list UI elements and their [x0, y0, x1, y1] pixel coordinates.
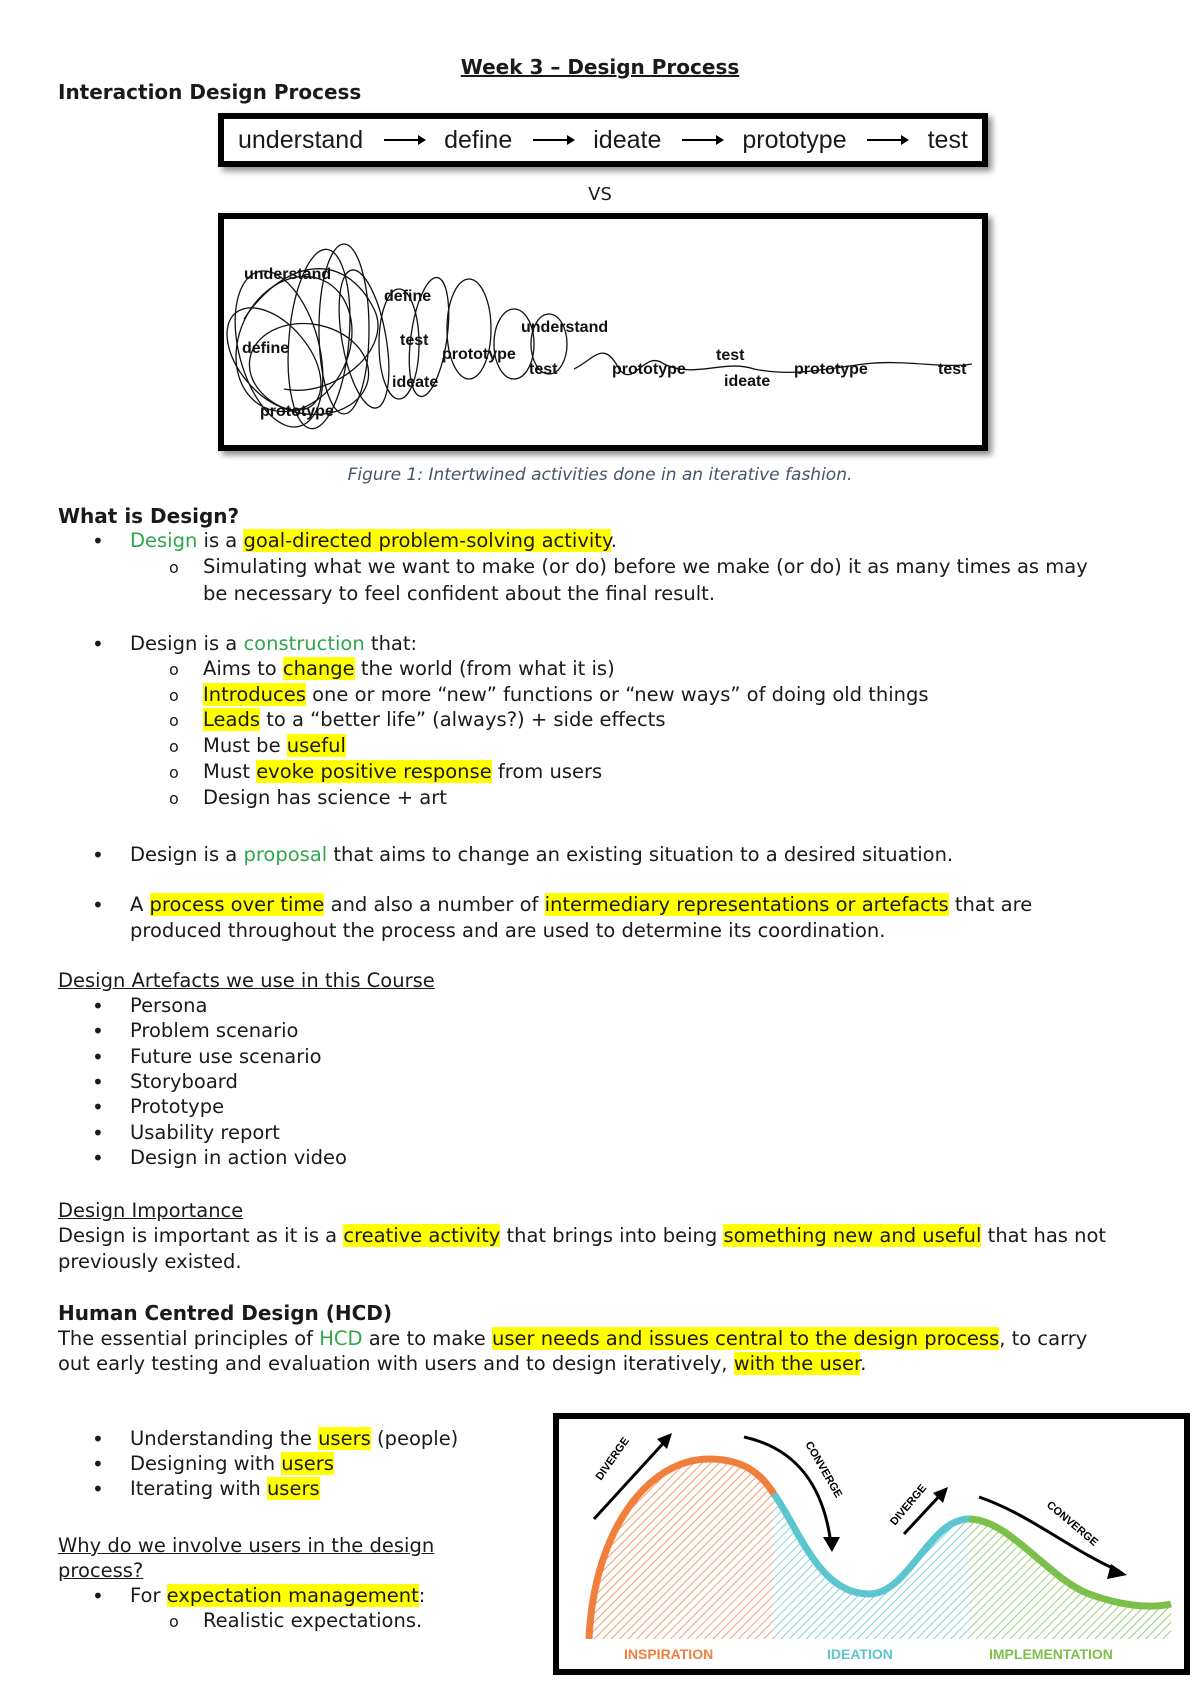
text: Understanding the — [130, 1427, 319, 1450]
arrow-right-icon — [682, 139, 722, 141]
scribble-label-ideate: ideate — [392, 374, 439, 391]
term-design: Design — [130, 529, 198, 552]
phase-label-inspiration: INSPIRATION — [624, 1646, 714, 1662]
diagram-svg — [559, 1419, 1184, 1669]
text: Design has science + art — [203, 786, 447, 809]
highlight: Leads — [203, 708, 261, 731]
scribble-label-ideate-2: ideate — [724, 373, 771, 390]
sub-list-item: o Simulating what we want to make (or do) before we make (or do) it as many times as may — [203, 555, 1088, 578]
section-heading-interaction-design: Interaction Design Process — [58, 80, 362, 104]
label-converge-2: CONVERGE — [1044, 1499, 1101, 1549]
page-title: Week 3 – Design Process — [460, 55, 740, 79]
sub-list-item — [203, 786, 447, 809]
highlight: expectation management — [166, 1584, 419, 1607]
scribble-label-understand-2: understand — [521, 319, 609, 336]
text: (people) — [370, 1427, 459, 1450]
iterative-process-box — [218, 213, 988, 451]
section-heading-artefacts: Design Artefacts we use in this Course — [58, 969, 435, 992]
hcd-paragraph-line1 — [58, 1327, 1087, 1350]
scribble-label-test-3: test — [716, 347, 745, 364]
list-item — [130, 893, 1032, 916]
implementation-area — [969, 1519, 1171, 1639]
text: that has not — [981, 1224, 1107, 1247]
text: Must be — [203, 734, 287, 757]
term-hcd: HCD — [319, 1327, 363, 1350]
text: that: — [364, 632, 418, 655]
highlight: something new and useful — [723, 1224, 982, 1247]
text: Design is a — [130, 632, 244, 655]
linear-process-box — [218, 113, 988, 167]
list-item — [130, 632, 417, 655]
importance-paragraph-line2: previously existed. — [58, 1250, 242, 1273]
text: . — [860, 1352, 867, 1375]
list-item — [130, 843, 953, 866]
text: is a — [197, 529, 244, 552]
arrow-right-icon — [384, 139, 424, 141]
text: . — [610, 529, 617, 552]
highlight: Introduces — [203, 683, 306, 706]
label-diverge-2: DIVERGE — [888, 1482, 930, 1528]
scribble-label-test: test — [400, 332, 429, 349]
text: are to make — [362, 1327, 492, 1350]
text: out early testing and evaluation with users and to design iteratively, — [58, 1352, 734, 1375]
artefact-list-item: • Prototype — [130, 1095, 224, 1118]
scribble-label-prototype-3: prototype — [612, 361, 686, 378]
text: Design is important as it is a — [58, 1224, 344, 1247]
highlight: user needs and issues central to the design process — [491, 1327, 1000, 1350]
arrow-right-icon — [533, 139, 573, 141]
artefact-list-item: • Persona — [130, 994, 207, 1017]
artefact-list-item: • Design in action video — [130, 1146, 347, 1169]
hcd-paragraph-line2 — [58, 1352, 866, 1375]
text: Iterating with — [130, 1477, 267, 1500]
text: that aims to change an existing situation to a desired situation. — [327, 843, 954, 866]
text: to a “better life” (always?) + side effects — [260, 708, 666, 731]
highlight: evoke positive response — [256, 760, 492, 783]
text: A — [130, 893, 150, 916]
flow-step-ideate: ideate — [593, 125, 662, 154]
scribble-label-prototype-2: prototype — [442, 346, 516, 363]
text: , to carry — [999, 1327, 1088, 1350]
text: Aims to — [203, 657, 283, 680]
sub-list-item — [203, 683, 929, 706]
scribble-label-test-2: test — [529, 361, 558, 378]
text: Designing with — [130, 1452, 282, 1475]
text: that are — [948, 893, 1033, 916]
scribble-label-define: define — [384, 288, 432, 305]
text: one or more “new” functions or “new ways” of doing old things — [305, 683, 929, 706]
text: For — [130, 1584, 167, 1607]
highlight: change — [282, 657, 355, 680]
term-construction: construction — [243, 632, 365, 655]
list-item-cont: produced throughout the process and are used to determine its coordination. — [130, 919, 886, 942]
highlight: process over time — [149, 893, 325, 916]
text: : — [418, 1584, 426, 1607]
scribble-label-prototype: prototype — [260, 403, 334, 420]
flow-step-test: test — [927, 125, 968, 154]
highlight: creative activity — [343, 1224, 501, 1247]
term-proposal: proposal — [243, 843, 328, 866]
phase-label-implementation: IMPLEMENTATION — [989, 1646, 1113, 1662]
list-item — [130, 529, 617, 552]
artefact-list-item: • Storyboard — [130, 1070, 238, 1093]
section-heading-why-line1: Why do we involve users in the design — [58, 1534, 435, 1557]
section-heading-what-is-design: What is Design? — [58, 504, 240, 528]
flow-step-prototype: prototype — [742, 125, 847, 154]
arrow-right-icon — [867, 139, 907, 141]
importance-paragraph-line1 — [58, 1224, 1106, 1247]
highlight: goal-directed problem-solving activity — [243, 529, 611, 552]
artefact-list-item: • Future use scenario — [130, 1045, 322, 1068]
hcd-list-item — [130, 1477, 320, 1500]
highlight: with the user — [733, 1352, 861, 1375]
label-converge-1: CONVERGE — [802, 1439, 845, 1501]
flow-step-understand: understand — [238, 125, 364, 154]
text: Must — [203, 760, 257, 783]
scribble-label-prototype-4: prototype — [794, 361, 868, 378]
scribble-label-understand: understand — [244, 266, 332, 283]
sub-list-item — [203, 760, 602, 783]
section-heading-why-line2: process? — [58, 1559, 144, 1582]
vs-label: VS — [588, 184, 612, 205]
ideation-area — [774, 1494, 969, 1639]
highlight: users — [318, 1427, 371, 1450]
sub-list-item — [203, 708, 666, 731]
scribble-diagram — [224, 219, 982, 445]
inspiration-area — [589, 1459, 774, 1639]
highlight: users — [266, 1477, 320, 1500]
text: that brings into being — [500, 1224, 724, 1247]
sub-list-item: o Realistic expectations. — [203, 1609, 422, 1632]
section-heading-hcd: Human Centred Design (HCD) — [58, 1301, 393, 1325]
list-item — [130, 1584, 425, 1607]
text: The essential principles of — [58, 1327, 320, 1350]
hcd-list-item — [130, 1452, 334, 1475]
text: and also a number of — [324, 893, 545, 916]
highlight: users — [281, 1452, 334, 1475]
figure-caption: Figure 1: Intertwined activities done in an iterative fashion. — [347, 465, 853, 485]
section-heading-importance: Design Importance — [58, 1199, 244, 1222]
highlight: useful — [286, 734, 346, 757]
text: the world (from what it is) — [354, 657, 615, 680]
artefact-list-item: • Usability report — [130, 1121, 280, 1144]
sub-list-item — [203, 734, 346, 757]
text: from users — [491, 760, 603, 783]
artefact-list-item: • Problem scenario — [130, 1019, 298, 1042]
flow-step-define: define — [444, 125, 513, 154]
scribble-label-define-2: define — [242, 340, 290, 357]
sub-list-item — [203, 657, 615, 680]
hcd-list-item — [130, 1427, 458, 1450]
highlight: intermediary representations or artefacts — [544, 893, 949, 916]
phase-label-ideation: IDEATION — [827, 1646, 893, 1662]
diverge-converge-diagram — [553, 1413, 1190, 1675]
scribble-label-test-4: test — [938, 361, 967, 378]
sub-list-item-cont: be necessary to feel confident about the final result. — [203, 582, 716, 605]
label-diverge-1: DIVERGE — [593, 1435, 632, 1483]
text: Design is a — [130, 843, 244, 866]
